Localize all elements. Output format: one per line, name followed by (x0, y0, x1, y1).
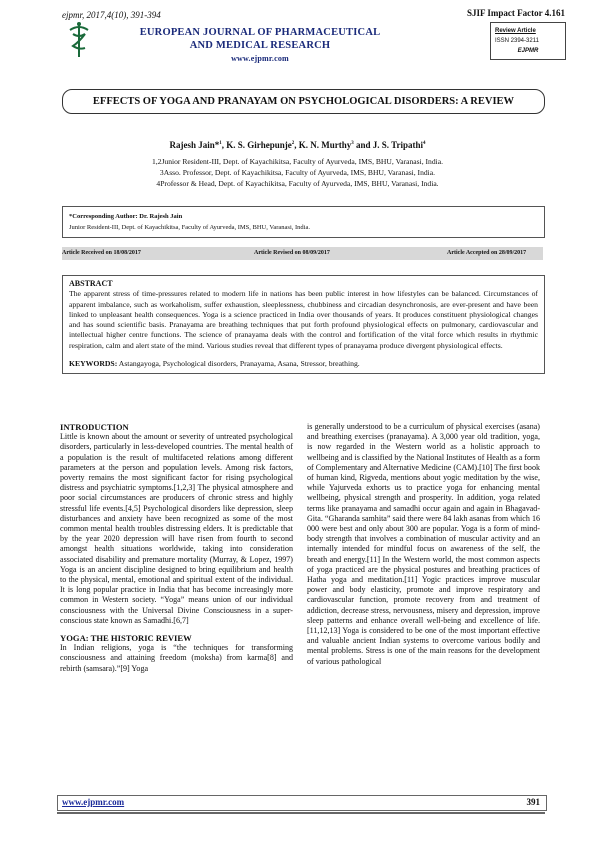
journal-title-line1: EUROPEAN JOURNAL OF PHARMACEUTICAL (139, 27, 381, 38)
affiliation-2: 3Asso. Professor, Dept. of Kayachikitsa, Faculty of Ayurveda, IMS, BHU, Varanasi, India. (159, 168, 436, 177)
journal-code: EJPMR (517, 48, 539, 54)
history-heading: YOGA: THE HISTORIC REVIEW (60, 633, 192, 644)
abstract-heading: ABSTRACT (69, 279, 113, 288)
date-received: Article Received on 18/08/2017 (62, 250, 141, 256)
journal-logo-icon (64, 20, 94, 60)
article-type: Review Article (495, 28, 536, 34)
date-revised: Article Revised on 08/09/2017 (254, 250, 330, 256)
issn: ISSN 2394-3211 (495, 38, 539, 44)
abstract-box (62, 275, 545, 374)
intro-heading: INTRODUCTION (60, 422, 129, 432)
footer-website-link[interactable]: www.ejpmr.com (62, 797, 125, 807)
article-title: EFFECTS OF YOGA AND PRANAYAM ON PSYCHOLOGICAL DISORDERS: A REVIEW (62, 89, 545, 114)
keywords-list: Astangayoga, Psychological disorders, Pranayama, Asana, Stressor, breathing. (118, 359, 360, 369)
history-paragraph: In Indian religions, yoga is “the techniques for transforming consciousness and attaining freedom (moksha) from karma[8] and rebirth (samsara).”[9] Yoga (60, 643, 293, 673)
corresponding-author-box (62, 206, 545, 238)
left-column (60, 422, 293, 674)
citation: ejpmr, 2017,4(10), 391-394 (62, 10, 161, 20)
corresponding-author-affiliation: Junior Resident-III, Dept. of Kayachikitsa, Faculty of Ayurveda, IMS, BHU, Varanasi, India. (69, 224, 310, 231)
article-type-box (490, 22, 566, 60)
affiliations (0, 156, 595, 189)
impact-factor: SJIF Impact Factor 4.161 (467, 8, 565, 18)
keywords-label: KEYWORDS: (69, 359, 118, 369)
right-column (307, 422, 540, 667)
journal-website[interactable]: www.ejpmr.com (231, 54, 289, 63)
keywords (69, 359, 538, 369)
journal-title (100, 26, 420, 65)
intro-paragraph: Little is known about the amount or severity of untreated psychological disorders, particularly in less-developed countries. The mental health of a population is the result of multifaceted relations among different parameters at the person and population levels. Among risk factors, poverty remains the most significant factor for rising psychological distress and psychiatric symptoms.[1,2,3] The physical atmosphere and poor social circumstances are producers of chronic stress and highly stressful life events.[4,5] Psychological disorders like depression, sleep disturbances and anxiety have been recognized as some of the most common mental health troubles distressing elders. It is predictable that by the year 2020 depression will have risen from fourth to second amongst health situations worldwide, taking into consideration associated disability and premature mortality (Murray, & Lopez, 1997) Yoga is an ancient discipline designed to bring equilibrium and health to the physical, mental, emotional and spiritual extent of the individual. It is long popular practice in India that has become increasingly more common in Western society. “Yoga” means union of our individual consciousness with the Universal Divine Consciousness in a super-conscious state known as Samadhi.[6,7] (60, 432, 293, 625)
abstract-text: The apparent stress of time-pressures related to modern life in nations has been public interest in how lifestyles can be balanced. Circumstances of apparent imbalance, such as workaholism, suffer exhaustion, sleeplessness, chubbiness and circadian desynchronosis, are ever-present and have been linked to unpleasant health consequences. Yoga is a science practiced in India over thousands of years. It produces constituent physiological changes and has sound scientific basis. Pranayama are breathing techniques that put forth profound physiological effects on pulmonary, cardiovascular and intellectual higher centre functions. The science of pranayama deals with the control and fortification of the vital force which results in rhythmic respiration, calm and alert state of the mind. Various studies reveal that different types of pranayama produce divergent physiological effects. (69, 289, 538, 350)
affiliation-1: 1,2Junior Resident-III, Dept. of Kayachikitsa, Faculty of Ayurveda, IMS, BHU, Varanasi, India. (151, 157, 444, 166)
date-accepted: Article Accepted on 28/09/2017 (447, 250, 527, 256)
article-dates-bar (62, 247, 543, 260)
journal-title-line2: AND MEDICAL RESEARCH (189, 40, 331, 51)
right-paragraph: is generally understood to be a curriculum of physical exercises (asana) and breathing exercises (pranayama). A 3,000 year old tradition, yoga, is now regarded in the Western world as a holistic approach to wellbeing and is classified by the National Institutes of Health as a form of Complementary and Alternative Medicine (CAM).[10] The first book of human kind, Rigveda, mentions about yogic meditation by the wise, while Yajurveda exhorts us to practice yoga for enhancing mental wellbeing, physical strength and prosperity. In addition, yoga related terms like pranayama and samadhi occur again and again in Bhagavad-Gita. “Gharanda samhita” said there were 84 lakh asanas from which 16 000 were best and only about 300 are popular. Yoga is a form of mind-body strength that involves a combination of muscular activity and an internally intended for mindful focus on awareness of the self, the breath and energy.[11] In the Western world, the most common aspects of yoga practiced are the physical postures and breathing practices of Hatha yoga and meditation.[11] Yogic practices improve muscular power and body elasticity, promote and improve respiratory and cardiovascular function, promote recovery from and treatment of addiction, decrease stress, nervousness, misery and depression, improve sleep patterns and enhance overall well-being and excellence of life.[11,12,13] Yoga is considered to be one of the most important effective and valuable ancient Indian systems to overcome various bodily and mental problems. Stress is one of the main reasons for the development of various pathological (307, 422, 540, 666)
footer-rule (57, 812, 545, 814)
corresponding-author: *Corresponding Author: Dr. Rajesh Jain (69, 213, 183, 220)
affiliation-3: 4Professor & Head, Dept. of Kayachikitsa, Faculty of Ayurveda, IMS, BHU, Varanasi, India. (156, 179, 439, 188)
page-number: 391 (526, 797, 540, 807)
page-footer (57, 795, 547, 811)
authors: Rajesh Jain*$^1$, K. S. Girhepunje$^2$, K. N. Murthy$^3$ and J. S. Tripathi$^4$ (169, 140, 426, 150)
